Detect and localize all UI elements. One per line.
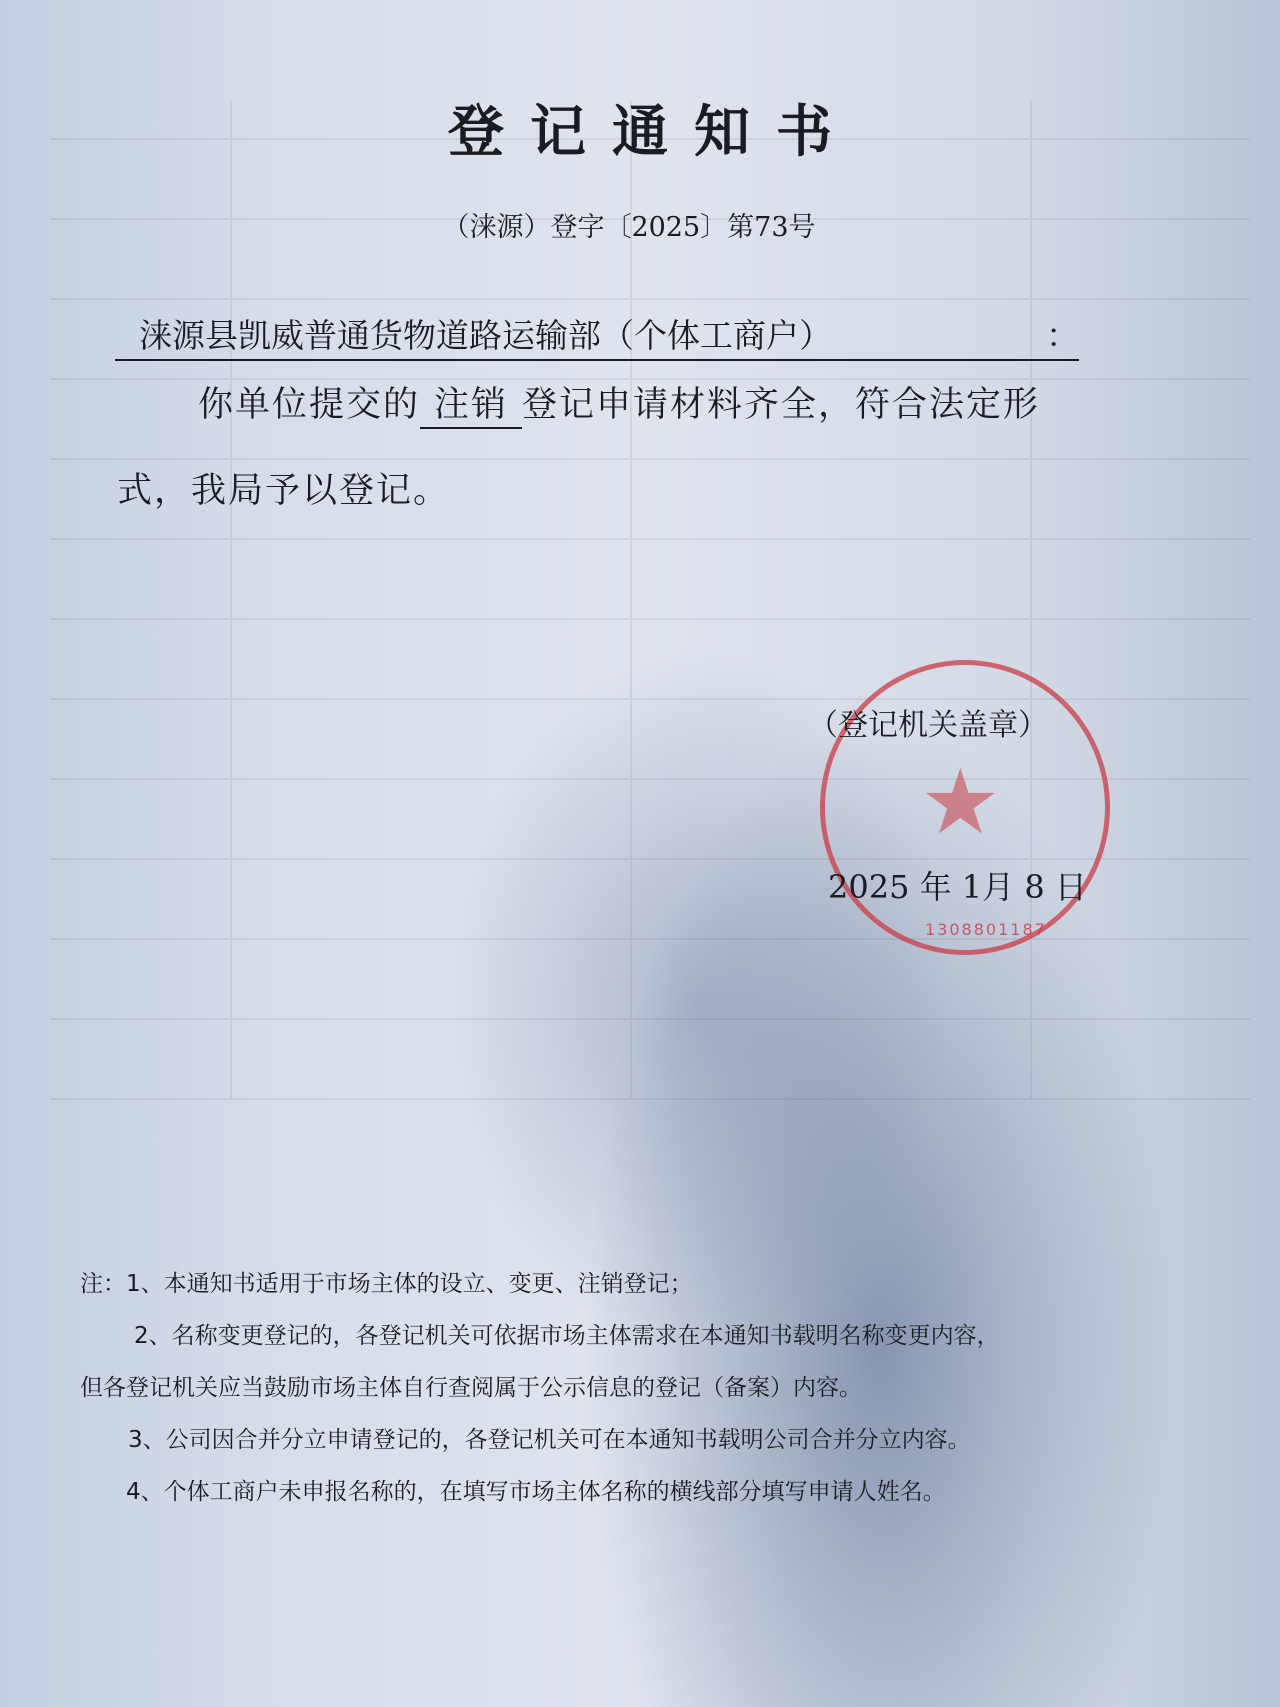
recipient-colon: ：	[1046, 316, 1079, 355]
recipient-name: 涞源县凯威普通货物道路运输部（个体工商户）	[139, 316, 832, 355]
document-number: （涞源）登字〔2025〕第73号	[442, 212, 816, 243]
body-line-2: 式，我局予以登记。	[117, 471, 451, 511]
recipient-line	[115, 310, 1079, 361]
body-suffix: 登记申请材料齐全，符合法定形	[522, 385, 1041, 425]
seal-star-icon: ★	[920, 750, 1001, 855]
document-title: 登记通知书	[448, 100, 858, 165]
note-2-cont: 但各登记机关应当鼓励市场主体自行查阅属于公示信息的登记（备案）内容。	[80, 1375, 862, 1401]
show-through-background-form	[50, 100, 1250, 1100]
note-3: 3、公司因合并分立申请登记的，各登记机关可在本通知书载明公司合并分立内容。	[128, 1427, 971, 1453]
note-4: 4、个体工商户未申报名称的，在填写市场主体名称的横线部分填写申请人姓名。	[126, 1479, 946, 1505]
notes-section	[80, 1258, 1190, 1518]
registration-type-field: 注销	[420, 377, 522, 429]
note-2: 2、名称变更登记的，各登记机关可依据市场主体需求在本通知书载明名称变更内容，	[134, 1323, 1000, 1349]
body-line-1	[198, 377, 1040, 429]
seal-label: （登记机关盖章）	[808, 708, 1048, 743]
issue-date: 2025 年 1月 8 日	[828, 868, 1087, 906]
note-1: 注：1、本通知书适用于市场主体的设立、变更、注销登记；	[80, 1271, 693, 1297]
seal-code: 1308801187	[925, 920, 1047, 939]
body-prefix: 你单位提交的	[198, 385, 421, 425]
